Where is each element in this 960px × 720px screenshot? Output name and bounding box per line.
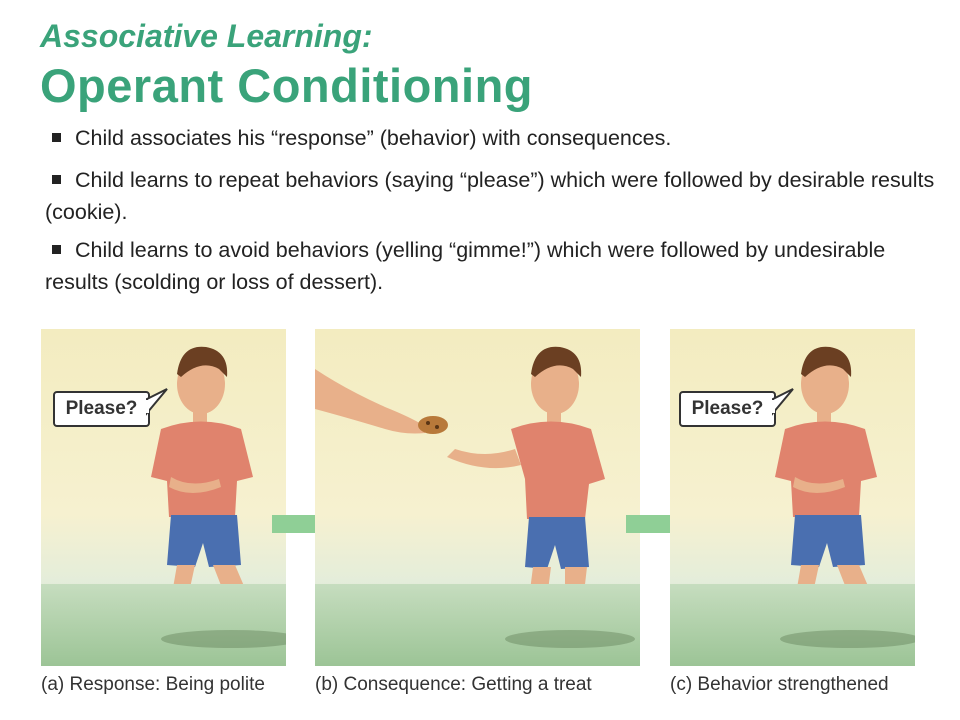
panel-strengthened	[670, 329, 915, 666]
square-bullet-icon	[52, 245, 61, 254]
cookie-icon	[418, 416, 448, 434]
bullet-item: Child learns to avoid behaviors (yelling “gimme!”) which were followed by undesirable results (scolding or loss of dessert).	[45, 238, 886, 294]
speech-bubble-text: Please?	[691, 398, 764, 419]
subtitle: Associative Learning:	[40, 18, 373, 54]
page-title: Operant Conditioning	[40, 59, 533, 112]
panel-response	[41, 329, 286, 666]
speech-bubble-text: Please?	[65, 398, 138, 419]
square-bullet-icon	[52, 175, 61, 184]
panel-consequence	[315, 329, 640, 666]
bullet-list	[45, 122, 935, 304]
caption-b: (b) Consequence: Getting a treat	[315, 674, 592, 695]
square-bullet-icon	[52, 133, 61, 142]
bullet-item: Child learns to repeat behaviors (saying “please”) which were followed by desirable results (cookie).	[45, 168, 935, 224]
caption-a: (a) Response: Being polite	[41, 674, 265, 695]
bullet-item: Child associates his “response” (behavior) with consequences.	[45, 122, 935, 154]
caption-c: (c) Behavior strengthened	[670, 674, 889, 695]
